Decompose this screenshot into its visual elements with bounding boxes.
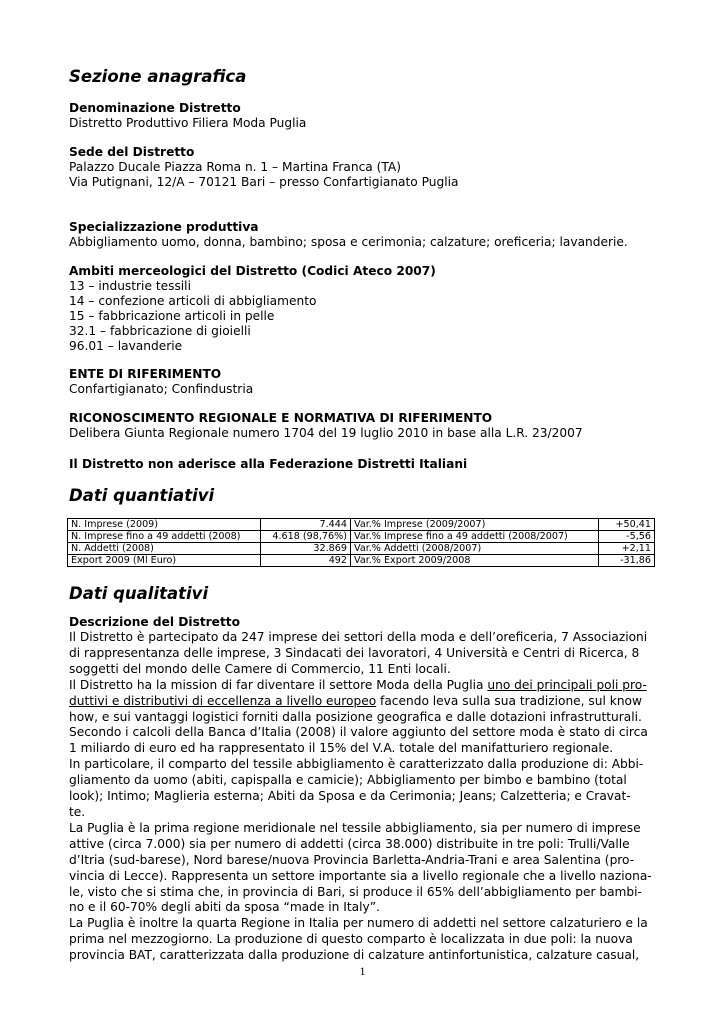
paragraph-text: Il Distretto ha la mission di far diventare il settore Moda della Puglia (69, 677, 488, 692)
table-cell-value: +50,41 (599, 519, 655, 531)
descrizione-label-block (69, 615, 669, 630)
table-cell-label: Var.% Imprese (2009/2007) (351, 519, 599, 531)
table-cell-value: 492 (261, 555, 351, 567)
table-row (68, 531, 655, 543)
paragraph-line: no e il 60-70% degli abiti da sposa “made in Italy”. (69, 900, 380, 915)
paragraph-text: facendo leva sulla sua tradizione, sul know (376, 693, 642, 708)
specializzazione-block (69, 220, 669, 250)
table-cell-value: +2,11 (599, 543, 655, 555)
paragraph-line: di rappresentanza delle imprese, 3 Sindacati dei lavoratori, 4 Università e Centri di Ricerca, 8 (69, 645, 640, 660)
paragraph-line-mixed (69, 678, 655, 694)
table-cell-value: 32.869 (261, 543, 351, 555)
paragraph-line: d’Itria (sud-barese), Nord barese/nuova Provincia Barletta-Andria-Trani e area Salentina (pro- (69, 852, 635, 867)
sede-line2: Via Putignani, 12/A – 70121 Bari – presso Confartigianato Puglia (69, 175, 459, 189)
table-cell-label: Var.% Export 2009/2008 (351, 555, 599, 567)
section-title-qualitativi: Dati qualitativi (69, 584, 209, 603)
descrizione-paragraph (69, 630, 655, 964)
table-cell-label: Var.% Imprese fino a 49 addetti (2008/2007) (351, 531, 599, 543)
ambiti-item: 96.01 – lavanderie (69, 339, 183, 353)
table-cell-label: N. Addetti (2008) (68, 543, 261, 555)
denominazione-block (69, 101, 669, 131)
table-cell-value: -5,56 (599, 531, 655, 543)
sede-label: Sede del Distretto (69, 145, 195, 159)
paragraph-line: La Puglia è inoltre la quarta Regione in Italia per numero di addetti nel settore calzaturiero e la (69, 916, 648, 931)
riconoscimento-label: RICONOSCIMENTO REGIONALE E NORMATIVA DI RIFERIMENTO (69, 411, 493, 425)
table-cell-value: -31,86 (599, 555, 655, 567)
paragraph-line: Secondo i calcoli della Banca d’Italia (2008) il valore aggiunto del settore moda è stato di circa (69, 725, 648, 740)
paragraph-line: le, visto che si stima che, in provincia di Bari, si produce il 65% dell’abbigliamento per bambi- (69, 884, 642, 899)
table-cell-label: Var.% Addetti (2008/2007) (351, 543, 599, 555)
ente-block (69, 367, 669, 397)
ambiti-item: 13 – industrie tessili (69, 279, 191, 293)
ente-label: ENTE DI RIFERIMENTO (69, 367, 222, 381)
table-row (68, 543, 655, 555)
specializzazione-label: Specializzazione produttiva (69, 220, 259, 234)
paragraph-line-mixed (69, 694, 655, 710)
paragraph-line: soggetti del mondo delle Camere di Commercio, 11 Enti locali. (69, 661, 451, 676)
federazione-note: Il Distretto non aderisce alla Federazione Distretti Italiani (69, 457, 468, 471)
table-cell-label: N. Imprese fino a 49 addetti (2008) (68, 531, 261, 543)
riconoscimento-block (69, 411, 669, 441)
section-title-anagrafica: Sezione anagrafica (69, 67, 247, 86)
federazione-block (69, 457, 669, 472)
underlined-text: duttivi e distributivi di eccellenza a livello europeo (69, 693, 377, 708)
paragraph-line: 1 miliardo di euro ed ha rappresentato il 15% del V.A. totale del manifatturiero regionale. (69, 741, 614, 756)
paragraph-line: prima nel mezzogiorno. La produzione di questo comparto è localizzata in due poli: la nuova (69, 932, 633, 947)
denominazione-value: Distretto Produttivo Filiera Moda Puglia (69, 116, 307, 130)
paragraph-line: Il Distretto è partecipato da 247 imprese dei settori della moda e dell’oreficeria, 7 Associazioni (69, 630, 648, 644)
ambiti-block (69, 264, 669, 354)
section-title-quantitativi: Dati quantiativi (69, 486, 215, 505)
sede-line1: Palazzo Ducale Piazza Roma n. 1 – Martina Franca (TA) (69, 160, 401, 174)
table-cell-label: Export 2009 (Ml Euro) (68, 555, 261, 567)
descrizione-label: Descrizione del Distretto (69, 615, 240, 629)
ambiti-label: Ambiti merceologici del Distretto (Codici Ateco 2007) (69, 264, 436, 278)
paragraph-line: attive (circa 7.000) sia per numero di addetti (circa 38.000) distribuite in tre poli: Trulli/Valle (69, 836, 630, 851)
table-row (68, 555, 655, 567)
ambiti-item: 15 – fabbricazione articoli in pelle (69, 309, 275, 323)
specializzazione-value: Abbigliamento uomo, donna, bambino; sposa e cerimonia; calzature; oreficeria; lavanderie. (69, 235, 628, 249)
page-number: 1 (359, 964, 366, 978)
ente-value: Confartigianato; Confindustria (69, 382, 254, 396)
paragraph-line: In particolare, il comparto del tessile abbigliamento è caratterizzato dalla produzione di: Abbi- (69, 757, 644, 772)
riconoscimento-value: Delibera Giunta Regionale numero 1704 del 19 luglio 2010 in base alla L.R. 23/2007 (69, 426, 583, 440)
table-cell-value: 4.618 (98,76%) (261, 531, 351, 543)
paragraph-line: how, e sui vantaggi logistici forniti dalla posizione geografica e dalle dotazioni infrastrutturali. (69, 709, 642, 724)
quantitative-data-table (67, 518, 655, 567)
paragraph-line: gliamento da uomo (abiti, capispalla e camicie); Abbigliamento per bimbo e bambino (total (69, 773, 627, 788)
paragraph-line: provincia BAT, caratterizzata dalla produzione di calzature antinfortunistica, calzature casual, (69, 948, 640, 963)
paragraph-line: look); Intimo; Maglieria esterna; Abiti da Sposa e da Cerimonia; Jeans; Calzetteria; e Cravat- (69, 789, 631, 804)
paragraph-line: vincia di Lecce). Rappresenta un settore importante sia a livello regionale che a livello naziona- (69, 868, 652, 883)
table-cell-value: 7.444 (261, 519, 351, 531)
table-row (68, 519, 655, 531)
ambiti-item: 32.1 – fabbricazione di gioielli (69, 324, 251, 338)
table-cell-label: N. Imprese (2009) (68, 519, 261, 531)
paragraph-line: La Puglia è la prima regione meridionale nel tessile abbigliamento, sia per numero di imprese (69, 820, 641, 835)
denominazione-label: Denominazione Distretto (69, 101, 241, 115)
paragraph-line: te. (69, 804, 86, 819)
underlined-text: uno dei principali poli pro- (487, 677, 647, 692)
ambiti-item: 14 – confezione articoli di abbigliamento (69, 294, 317, 308)
sede-block (69, 145, 669, 190)
